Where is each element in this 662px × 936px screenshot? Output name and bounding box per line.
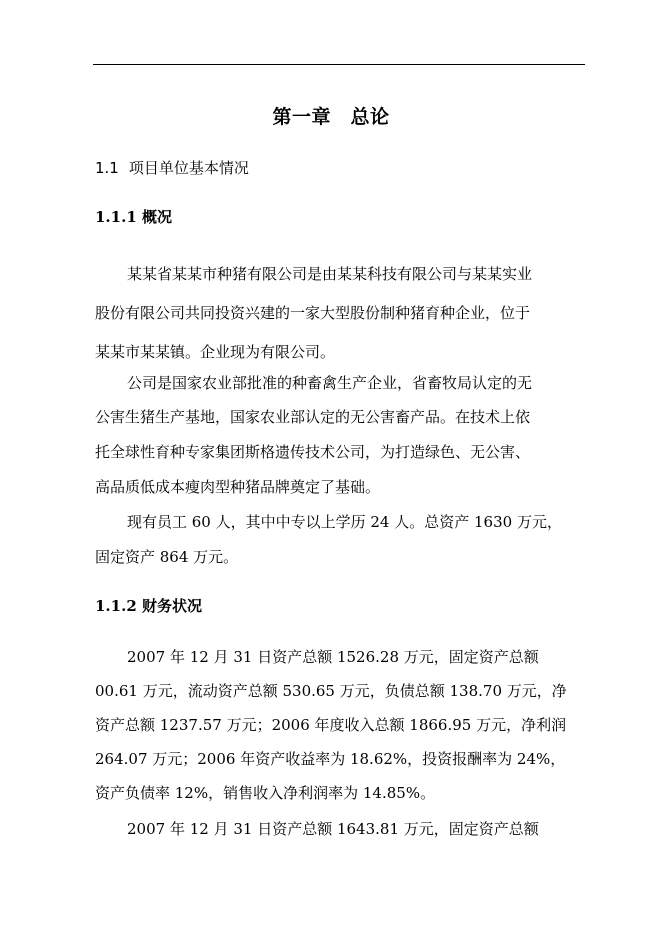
text-line: 资产总额 1237.57 万元；2006 年度收入总额 1866.95 万元，净利润 xyxy=(95,716,567,734)
text-line: 固定资产 864 万元。 xyxy=(95,548,239,566)
section-number: 1.1 xyxy=(95,159,119,177)
text-line: 00.61 万元，流动资产总额 530.65 万元，负债总额 138.70 万元，净 xyxy=(95,682,567,700)
text-line: 公害生猪生产基地，国家农业部认定的无公害畜产品。在技术上依 xyxy=(95,408,531,426)
text-line: 2007 年 12 月 31 日资产总额 1643.81 万元，固定资产总额 xyxy=(127,820,539,838)
chapter-title: 第一章 总论 xyxy=(272,106,390,128)
text-line: 股份有限公司共同投资兴建的一家大型股份制种猪育种企业，位于 xyxy=(95,304,531,322)
header-rule xyxy=(93,64,585,65)
text-line: 264.07 万元；2006 年资产收益率为 18.62%，投资报酬率为 24%， xyxy=(95,750,566,768)
subsection-heading-overview: 1.1.1 概况 xyxy=(95,208,172,226)
text-line: 某某省某某市种猪有限公司是由某某科技有限公司与某某实业 xyxy=(127,265,533,283)
text-line: 某某市某某镇。企业现为有限公司。 xyxy=(95,343,336,361)
text-line: 托全球性育种专家集团斯格遗传技术公司，为打造绿色、无公害、 xyxy=(95,443,531,461)
subsection-heading-finance: 1.1.2 财务状况 xyxy=(95,597,202,615)
text-line: 2007 年 12 月 31 日资产总额 1526.28 万元，固定资产总额 xyxy=(127,648,539,666)
section-heading xyxy=(95,157,249,179)
text-line: 公司是国家农业部批准的种畜禽生产企业，省畜牧局认定的无 xyxy=(127,374,533,392)
text-line: 高品质低成本瘦肉型种猪品牌奠定了基础。 xyxy=(95,478,381,496)
section-text: 项目单位基本情况 xyxy=(128,159,249,177)
text-line: 现有员工 60 人，其中中专以上学历 24 人。总资产 1630 万元， xyxy=(127,513,562,531)
text-line: 资产负债率 12%，销售收入净利润率为 14.85%。 xyxy=(95,784,436,802)
